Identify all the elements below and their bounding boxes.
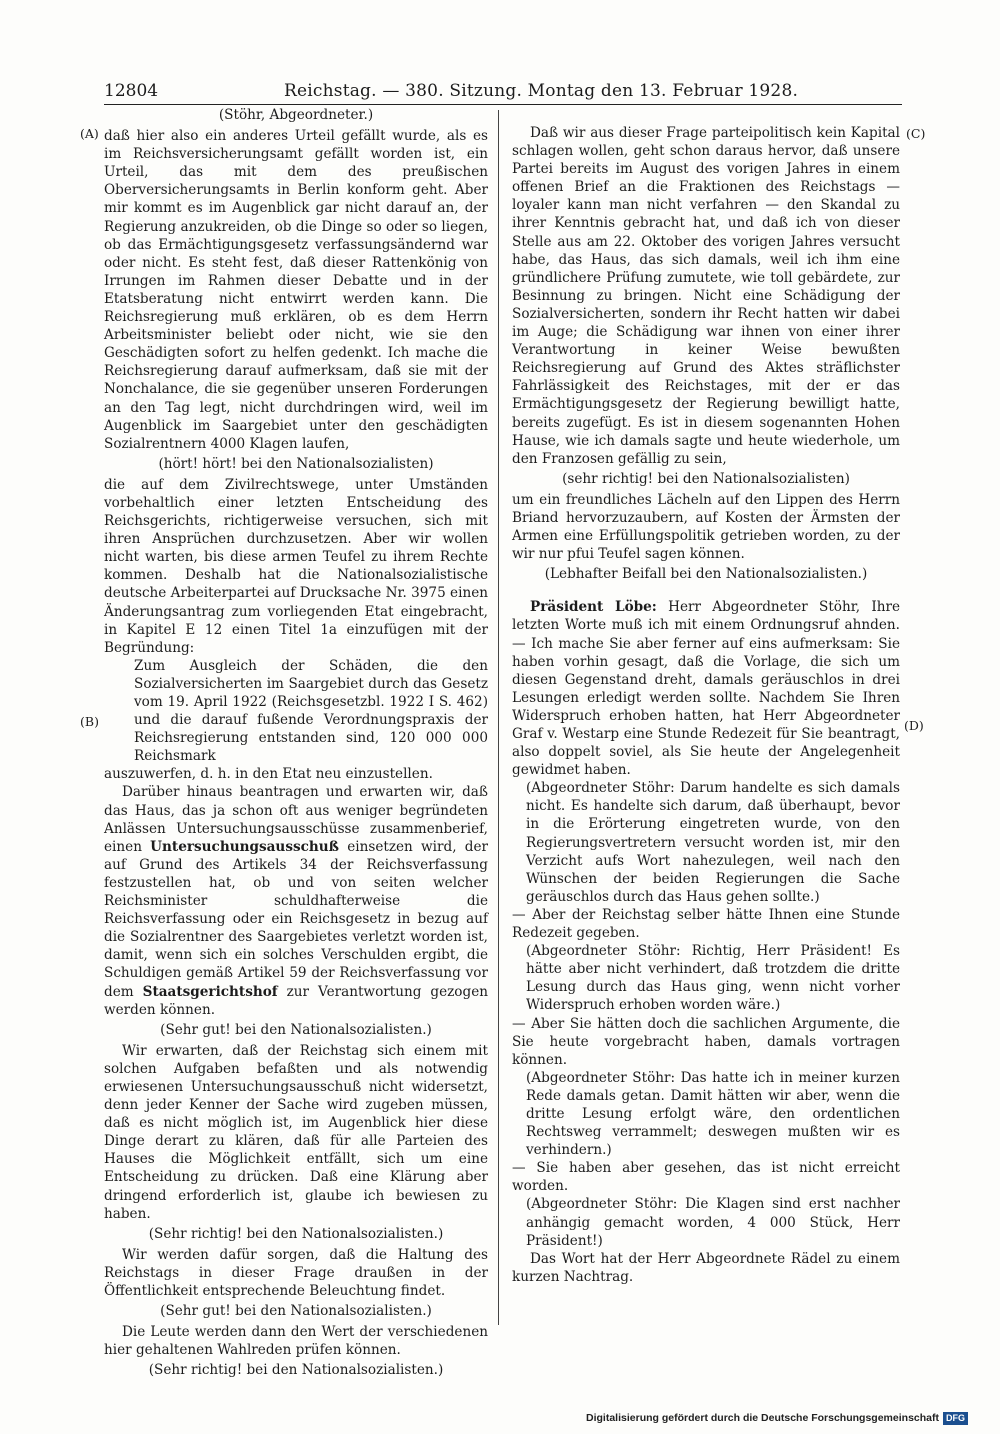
- paragraph: Wir erwarten, daß der Reichstag sich einem mit solchen Aufgaben befaßten und als notwendig erwiesenen Untersuchungsausschuß nicht widersetzt, denn jeder Kenner der Sache wird zugeben müssen, daß es nicht möglich ist, im Augenblick hier diese Dinge derart zu klären, daß für alle Parteien des Hauses die Möglichkeit entfällt, sich um eine Entscheidung zu drücken. Daß eine Klärung aber dringend erforderlich ist, glaube ich bewiesen zu haben.: [104, 1042, 488, 1222]
- spacer: [512, 586, 900, 598]
- interjection: (Sehr richtig! bei den Nationalsozialisten.): [148, 1225, 444, 1242]
- margin-mark-b: (B): [80, 714, 99, 729]
- emphasis: Untersuchungsausschuß: [150, 838, 339, 855]
- paragraph: — Sie haben aber gesehen, das ist nicht erreicht worden.: [512, 1160, 900, 1195]
- paragraph: — Aber der Reichstag selber hätte Ihnen eine Stunde Redezeit gegeben.: [512, 906, 900, 942]
- interjection: (Sehr richtig! bei den Nationalsozialisten.): [148, 1362, 444, 1379]
- interjection: (sehr richtig! bei den Nationalsozialisten): [562, 470, 850, 487]
- interjection: (Sehr gut! bei den Nationalsozialisten.): [160, 1021, 432, 1038]
- paragraph: die auf dem Zivilrechtswege, unter Umständen vorbehaltlich einer letzten Entscheidung des Reichsgerichts, richtigerweise versuchen, sich mit ihren Ansprüchen durchzusetzen. Aber wir wollen nicht warten, bis diese armen Teufel zu ihrem Rechte kommen. Deshalb hat die Nationalsozialistische deutsche Arbeiterpartei auf Drucksache Nr. 3975 einen Änderungsantrag zum vorliegenden Etat eingebracht, in Kapitel E 12 einen Titel 1a einzufügen mit der Begründung:: [104, 476, 489, 656]
- paragraph: daß hier also ein anderes Urteil gefällt wurde, als es im Reichsversicherungsamt gefällt worden ist, ein Urteil, das mit dem des preußischen Oberversicherungsamts in Berlin konform geht. Aber mir kommt es im Augenblick gar nicht darauf an, der Regierung anzukreiden, ob die Dinge so oder so liegen, ob das Ermächtigungsgesetz verfassungsändernd war oder nicht. Es steht fest, daß dieser Rattenkönig von Irrungen im Rahmen dieser Debatte und in der Etatsberatung nicht entwirrt werden kann. Die Reichsregierung muß erklären, ob es dem Herrn Arbeitsminister beliebt oder nicht, wie sie den Geschädigten sofort zu helfen gedenkt. Ich mache die Reichsregierung darauf aufmerksam, daß sie mit der Nonchalance, die sie gegenüber unseren Forderungen an den Tag legt, nicht durchdringen wird, weil im Augenblick im Saargebiet unter den geschädigten Sozialrentnern 4000 Klagen laufen,: [104, 128, 488, 452]
- text-run: einsetzen wird, der auf Grund des Artikels 34 der Reichsverfassung festzustellen hat, ob und von seiten welcher Reichsminister schuldhafterweise die Reichsverfassung oder ein Reichsgesetz in bezug auf die Sozialrentner des Saargebietes verletzt worden ist, damit, wenn sich ein solches Verschulden ergibt, die Schuldigen gemäß Artikel 59 der Reichsverfassung vor dem: [104, 838, 488, 1000]
- paragraph: auszuwerfen, d. h. in den Etat neu einzustellen.: [104, 766, 433, 783]
- interjection: (Abgeordneter Stöhr: Die Klagen sind erst nachher anhängig gemacht worden, 4 000 Stück, Herr Präsident!): [526, 1196, 900, 1249]
- interjection: (Sehr gut! bei den Nationalsozialisten.): [160, 1303, 432, 1320]
- page-number: 12804: [104, 81, 159, 101]
- text-run: zur Verantwortung gezogen werden können.: [104, 983, 488, 1018]
- quoted-motion: Zum Ausgleich der Schäden, die den Sozialversicherten im Saargebiet durch das Gesetz vom 19. April 1922 (Reichsgesetzbl. 1922 I S. 462) und die darauf fußende Verordnungspraxis der Reichsregierung entstanden sind, 120 000 000 Reichsmark: [134, 657, 488, 765]
- paragraph: — Aber Sie hätten doch die sachlichen Argumente, die Sie heute vorgebracht haben, damals vortragen können.: [512, 1015, 900, 1068]
- footer-text: Digitalisierung gefördert durch die Deutsche Forschungsgemeinschaft: [586, 1412, 939, 1424]
- speaker-name: Präsident Löbe:: [530, 599, 657, 616]
- column-divider: [498, 110, 499, 1325]
- left-column: [104, 104, 488, 1382]
- interjection: (Abgeordneter Stöhr: Richtig, Herr Präsident! Es hätte aber nicht verhindert, daß trotzdem die dritte Lesung durch das Haus ging, wenn nicht vorher Widerspruch erhoben worden wäre.): [526, 943, 900, 1014]
- text-run: Herr Abgeordneter Stöhr, Ihre letzten Worte muß ich mit einem Ordnungsruf ahnden. — Ich mache Sie aber ferner auf eins aufmerksam: Sie haben vorhin gesagt, daß die Vorlage, die sich um diesen Gegenstand dreht, damals geräuschlos in drei Lesungen erledigt werden sollte. Nachdem Sie Ihren Widerspruch erhoben hatten, hat Herr Abgeordneter Graf v. Westarp eine Stunde Redezeit für Sie beantragt, also doppelt soviel, als Sie heute der Angelegenheit gewidmet haben.: [512, 599, 901, 779]
- paragraph: [104, 783, 488, 1018]
- margin-mark-c: (C): [906, 126, 926, 141]
- interjection: (Lebhafter Beifall bei den Nationalsozialisten.): [544, 566, 868, 583]
- dfg-logo: DFG: [943, 1412, 968, 1425]
- margin-mark-d: (D): [904, 718, 924, 733]
- right-column: [512, 124, 900, 1286]
- page-title: Reichstag. — 380. Sitzung. Montag den 13. Februar 1928.: [284, 81, 799, 101]
- paragraph: [512, 598, 900, 779]
- paragraph: Das Wort hat der Herr Abgeordnete Rädel zu einem kurzen Nachtrag.: [512, 1250, 900, 1285]
- text-run: Darüber hinaus beantragen und erwarten wir, daß das Haus, das ja schon oft aus weniger begründeten Anlässen Untersuchungsausschüsse zusammenberief, einen: [104, 784, 488, 855]
- paragraph: Daß wir aus dieser Frage parteipolitisch kein Kapital schlagen wollen, geht schon daraus hervor, daß unsere Partei bereits im August des vorigen Jahres in einem offenen Brief an die Fraktionen des Reichstags — loyaler kann man nicht verfahren — den Skandal zu ihrer Kenntnis gebracht hat, und daß ich von dieser Stelle aus am 22. Oktober des vorigen Jahres versucht habe, das Haus, das sich damals, weil ich ihm eine gründlichere Prüfung zumutete, wie toll gebärdete, zur Besinnung zu bringen. Nicht eine Schädigung der Sozialversicherten, sondern ihr Recht hatten wir dabei im Auge; die Schädigung war ihnen von einer ihrer Verantwortung in keiner Weise bewußten Reichsregierung auf Grund des Aktes sträflichster Fahrlässigkeit des Reichstages, mit der er das Ermächtigungsgesetz der Regierung bewilligt hatte, bereits zugefügt. Es ist in diesem sogenannten Hohen Hause, wie ich damals sagte und heute wiederhole, um den Franzosen gefällig zu sein,: [512, 125, 900, 467]
- speaker-attribution: (Stöhr, Abgeordneter.): [218, 107, 374, 123]
- interjection: (Abgeordneter Stöhr: Das hatte ich in meiner kurzen Rede damals getan. Damit hätten wir aber, wenn die dritte Lesung erfolgt wäre, den ordentlichen Rechtsweg verrammelt; deswegen mußten wir es verhindern.): [526, 1069, 900, 1159]
- paragraph: Wir werden dafür sorgen, daß die Haltung des Reichstags in dieser Frage draußen in der Öffentlichkeit entsprechende Beleuchtung findet.: [104, 1246, 488, 1299]
- interjection: (hört! hört! bei den Nationalsozialisten): [158, 455, 434, 472]
- interjection: (Abgeordneter Stöhr: Darum handelte es sich damals nicht. Es handelte sich darum, daß überhaupt, bevor in die Erörterung eingetreten wurde, von den Regierungsvertretern versucht worden ist, mir den Verzicht aufs Wort nahezulegen, weil nach den Wünschen der beiden Regierungen die Sache geräuschlos durch das Haus gehen sollte.): [526, 780, 900, 905]
- margin-mark-a: (A): [80, 126, 99, 141]
- page-header: [104, 78, 904, 104]
- paragraph: Die Leute werden dann den Wert der verschiedenen hier gehaltenen Wahlreden prüfen können.: [104, 1324, 488, 1359]
- paragraph: um ein freundliches Lächeln auf den Lippen des Herrn Briand hervorzuzaubern, auf Kosten der Ärmsten der Armen eine Erfüllungspolitik getrieben worden, zu der wir nur pfui Teufel sagen können.: [512, 491, 900, 563]
- footer-credit: [586, 1410, 968, 1426]
- emphasis: Staatsgerichtshof: [142, 983, 278, 1000]
